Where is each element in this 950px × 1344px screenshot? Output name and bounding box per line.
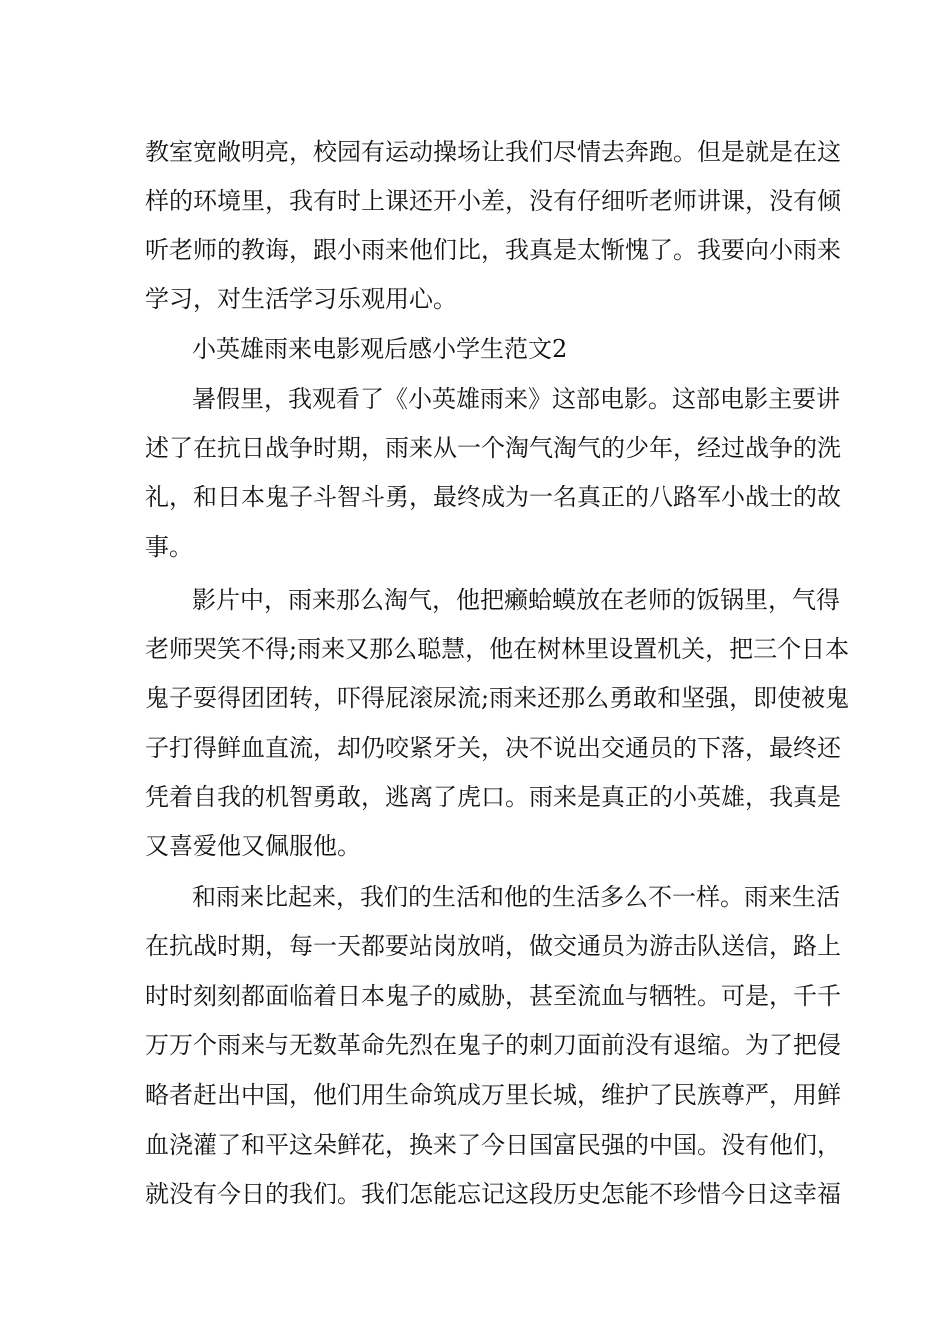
text-line: 老师哭笑不得;雨来又那么聪慧，他在树林里设置机关，把三个日本: [145, 635, 850, 663]
text-line: 学习，对生活学习乐观用心。: [145, 285, 457, 313]
text-line: 样的环境里，我有时上课还开小差，没有仔细听老师讲课，没有倾: [145, 187, 841, 215]
text-line: 影片中，雨来那么淘气，他把癞蛤蟆放在老师的饭锅里，气得: [192, 586, 840, 614]
text-line: 就没有今日的我们。我们怎能忘记这段历史怎能不珍惜今日这幸福: [145, 1180, 841, 1208]
text-line: 鬼子耍得团团转，吓得屁滚尿流;雨来还那么勇敢和坚强，即使被鬼: [145, 684, 850, 712]
text-line: 教室宽敞明亮，校园有运动操场让我们尽情去奔跑。但是就是在这: [145, 138, 841, 166]
text-line: 事。: [145, 533, 193, 561]
text-line: 血浇灌了和平这朵鲜花，换来了今日国富民强的中国。没有他们，: [145, 1131, 841, 1159]
text-line: 暑假里，我观看了《小英雄雨来》这部电影。这部电影主要讲: [192, 385, 840, 413]
text-line: 述了在抗日战争时期，雨来从一个淘气淘气的少年，经过战争的洗: [145, 434, 841, 462]
text-line: 听老师的教诲，跟小雨来他们比，我真是太惭愧了。我要向小雨来: [145, 236, 841, 264]
text-line: 万万个雨来与无数革命先烈在鬼子的刺刀面前没有退缩。为了把侵: [145, 1031, 841, 1059]
text-line: 又喜爱他又佩服他。: [145, 832, 361, 860]
text-line: 时时刻刻都面临着日本鬼子的威胁，甚至流血与牺牲。可是，千千: [145, 982, 841, 1010]
text-line: 子打得鲜血直流，却仍咬紧牙关，决不说出交通员的下落，最终还: [145, 734, 841, 762]
text-line: 在抗战时期，每一天都要站岗放哨，做交通员为游击队送信，路上: [145, 932, 841, 960]
section-heading: 小英雄雨来电影观后感小学生范文2: [192, 335, 568, 363]
text-line: 和雨来比起来，我们的生活和他的生活多么不一样。雨来生活: [192, 883, 840, 911]
text-line: 凭着自我的机智勇敢，逃离了虎口。雨来是真正的小英雄，我真是: [145, 783, 841, 811]
text-line: 礼，和日本鬼子斗智斗勇，最终成为一名真正的八路军小战士的故: [145, 483, 841, 511]
text-line: 略者赶出中国，他们用生命筑成万里长城，维护了民族尊严，用鲜: [145, 1081, 841, 1109]
